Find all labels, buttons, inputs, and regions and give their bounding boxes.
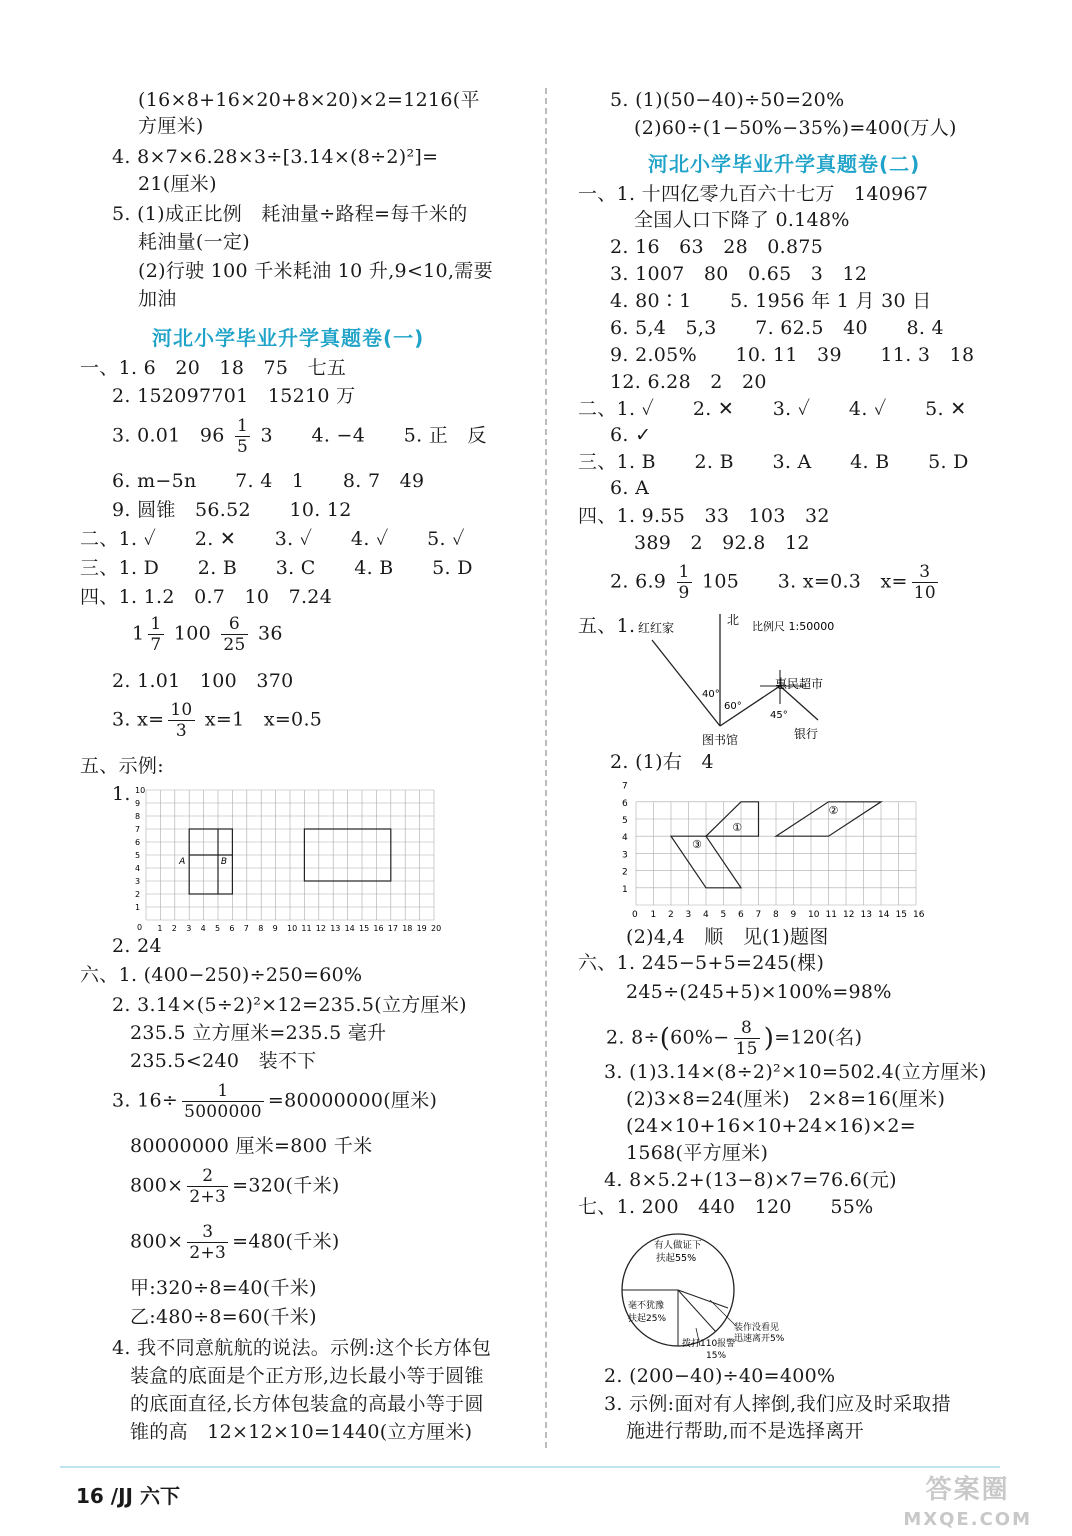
- origin-label: 0: [632, 910, 638, 920]
- answer-line: 3. 0.01 96 $\frac{1}{5}$ 3 4. −4 5. 正 反: [112, 416, 487, 457]
- angle-label: 60°: [724, 701, 742, 712]
- answer-line: 一、1. 十四亿零九百六十七万 140967: [578, 183, 929, 205]
- answer-line: 1 $\frac{1}{7}$ 100 $\frac{6}{25}$ 36: [132, 614, 283, 655]
- figure-label-1: ①: [732, 821, 743, 835]
- x-tick-label: 19: [416, 924, 427, 932]
- fraction: $\frac{2}{2+3}$: [189, 1166, 227, 1207]
- answer-line: 3. x= $\frac{10}{3}$ x=1 x=0.5: [112, 700, 323, 741]
- answer-line: 甲:320÷8=40(千米): [130, 1277, 317, 1299]
- answer-line: 5. (1)成正比例 耗油量÷路程=每千米的: [112, 203, 468, 225]
- answer-line: 3. (1)3.14×(8÷2)²×10=502.4(立方厘米): [604, 1061, 987, 1083]
- grid-figure-2: [620, 773, 925, 921]
- y-tick-label: 6: [622, 798, 628, 809]
- x-tick-label: 4: [200, 924, 206, 932]
- answer-line: 6. 5,4 5,3 7. 62.5 40 8. 4: [610, 317, 944, 339]
- x-tick-label: 4: [703, 910, 709, 920]
- column-divider: [545, 88, 547, 1448]
- x-tick-label: 7: [755, 910, 762, 920]
- scale-label: 比例尺 1:50000: [752, 620, 835, 633]
- library-label: 图书馆: [702, 733, 739, 747]
- y-tick-label: 4: [622, 833, 628, 844]
- x-tick-label: 7: [243, 924, 249, 932]
- x-tick-label: 14: [878, 910, 890, 920]
- answer-line: 1568(平方厘米): [626, 1142, 769, 1164]
- answer-line: 3. 示例:面对有人摔倒,我们应及时采取措: [604, 1393, 951, 1415]
- x-tick-label: 12: [315, 924, 326, 932]
- y-tick-label: 8: [135, 812, 141, 821]
- point-label-a: A: [179, 857, 186, 868]
- answer-line: 二、1. ✓ 2. ✕ 3. ✓ 4. ✓ 5. ✕: [578, 398, 967, 420]
- answer-line: 21(厘米): [138, 173, 217, 195]
- answer-line: 2. (200−40)÷40=400%: [604, 1365, 836, 1387]
- fraction: $\frac{3}{10}$: [913, 562, 936, 603]
- x-tick-label: 16: [913, 910, 925, 920]
- answer-line: 全国人口下降了 0.148%: [634, 209, 850, 231]
- answer-line: 五、示例:: [80, 755, 164, 777]
- answer-line: 装盒的底面是个正方形,边长最小等于圆锥: [130, 1365, 484, 1387]
- answer-line: 3. 16÷ $\frac{1}{5000000}$ =80000000(厘米): [112, 1081, 438, 1122]
- answer-line: 4. 8×5.2+(13−8)×7=76.6(元): [604, 1169, 897, 1191]
- y-tick-label: 1: [622, 884, 628, 895]
- y-tick-label: 2: [135, 890, 141, 899]
- answer-line: (2)60÷(1−50%−35%)=400(万人): [634, 117, 957, 139]
- x-tick-label: 11: [825, 910, 837, 920]
- x-tick-label: 8: [773, 910, 779, 920]
- y-tick-label: 5: [135, 851, 141, 860]
- section-title: 河北小学毕业升学真题卷(一): [152, 326, 425, 350]
- pie-label: 装作没看见: [734, 1323, 780, 1333]
- pie-label: 迅速离开5%: [734, 1334, 785, 1344]
- answer-line: 2. 1.01 100 370: [112, 670, 294, 692]
- x-tick-label: 5: [215, 924, 221, 932]
- answer-line: 2. 16 63 28 0.875: [610, 236, 824, 258]
- fraction: $\frac{8}{15}$: [735, 1018, 758, 1059]
- x-tick-label: 12: [843, 910, 855, 920]
- pie-chart: [620, 1228, 820, 1364]
- x-tick-label: 9: [790, 910, 797, 920]
- x-tick-label: 5: [720, 910, 727, 920]
- y-tick-label: 7: [622, 781, 628, 792]
- answer-line: 方厘米): [138, 115, 204, 137]
- x-tick-label: 2: [171, 924, 177, 932]
- x-tick-label: 9: [272, 924, 278, 932]
- answer-line: 七、1. 200 440 120 55%: [578, 1196, 874, 1218]
- y-tick-label: 5: [622, 816, 628, 826]
- answer-line: 2. 8÷(60%− $\frac{8}{15}$ )=120(名): [606, 1018, 863, 1059]
- answer-line: 4. 80∶1 5. 1956 年 1 月 30 日: [610, 290, 932, 312]
- answer-line: 一、1. 6 20 18 75 七五: [80, 357, 347, 379]
- x-tick-label: 20: [431, 924, 442, 932]
- y-tick-label: 6: [135, 838, 141, 847]
- answer-line: 2. 152097701 15210 万: [112, 385, 356, 407]
- answer-line: 六、1. (400−250)÷250=60%: [80, 964, 363, 986]
- footer-rule: [60, 1466, 1000, 1468]
- x-tick-label: 6: [738, 910, 744, 920]
- answer-line: 6. ✓: [610, 424, 652, 446]
- answer-line: 2. 24: [112, 935, 162, 957]
- watermark-logo: 答案圈 MXQE.COM: [903, 1475, 1032, 1530]
- answer-line: 乙:480÷8=60(千米): [130, 1306, 317, 1328]
- answer-line: 9. 2.05% 10. 11 39 11. 3 18: [610, 344, 975, 366]
- fraction: $\frac{1}{7}$: [150, 614, 162, 655]
- y-tick-label: 1: [135, 903, 141, 912]
- answer-line: 三、1. B 2. B 3. A 4. B 5. D: [578, 451, 969, 473]
- answer-line: 3. 1007 80 0.65 3 12: [610, 263, 868, 285]
- answer-line: 80000000 厘米=800 千米: [130, 1135, 373, 1157]
- section-title: 河北小学毕业升学真题卷(二): [648, 152, 921, 176]
- x-tick-label: 1: [650, 910, 657, 920]
- x-tick-label: 14: [344, 924, 355, 932]
- answer-line: 12. 6.28 2 20: [610, 371, 767, 393]
- answer-line: 389 2 92.8 12: [634, 532, 810, 554]
- answer-line: 4. 我不同意航航的说法。示例:这个长方体包: [112, 1337, 492, 1359]
- answer-line: 的底面直径,长方体包装盒的高最小等于圆: [130, 1393, 484, 1415]
- fraction: $\frac{10}{3}$: [170, 700, 193, 741]
- answer-line: 235.5 立方厘米=235.5 毫升: [130, 1022, 387, 1044]
- answer-line: 耗油量(一定): [138, 231, 250, 253]
- answer-line: 施进行帮助,而不是选择离开: [626, 1420, 864, 1442]
- x-tick-label: 15: [359, 924, 370, 932]
- x-tick-label: 2: [668, 910, 674, 920]
- answer-line: 800× $\frac{3}{2+3}$ =480(千米): [130, 1222, 340, 1263]
- bank-label: 银行: [794, 727, 819, 741]
- x-tick-label: 8: [258, 924, 264, 932]
- answer-line: 800× $\frac{2}{2+3}$ =320(千米): [130, 1166, 340, 1207]
- fraction: $\frac{1}{5}$: [237, 416, 249, 457]
- y-tick-label: 10: [135, 786, 146, 795]
- answer-line: 6. m−5n 7. 4 1 8. 7 49: [112, 470, 425, 492]
- x-tick-label: 3: [685, 910, 692, 920]
- answer-line: 1.: [112, 783, 131, 805]
- north-label: 北: [727, 613, 740, 627]
- fraction: $\frac{3}{2+3}$: [189, 1222, 227, 1263]
- x-tick-label: 1: [157, 924, 163, 932]
- hong-home-label: 红红家: [638, 621, 675, 635]
- answer-line: (16×8+16×20+8×20)×2=1216(平: [138, 89, 480, 111]
- x-tick-label: 13: [860, 910, 872, 920]
- market-label: 惠民超市: [775, 677, 824, 691]
- point-label-b: B: [220, 857, 228, 868]
- answer-line: (2)行驶 100 千米耗油 10 升,9<10,需要: [138, 260, 493, 282]
- answer-line: 锥的高 12×12×10=1440(立方厘米): [130, 1421, 473, 1443]
- x-tick-label: 3: [186, 924, 192, 932]
- answer-line: (2)4,4 顺 见(1)题图: [626, 926, 829, 948]
- pie-label: 扶起55%: [656, 1253, 697, 1264]
- x-tick-label: 11: [301, 924, 312, 932]
- page-footer: 16 /JJ 六下: [76, 1484, 180, 1508]
- x-tick-label: 10: [287, 924, 298, 932]
- pie-label: 15%: [706, 1351, 727, 1361]
- direction-map: [630, 608, 890, 748]
- answer-line: 9. 圆锥 56.52 10. 12: [112, 499, 352, 521]
- x-tick-label: 17: [387, 924, 398, 932]
- pie-label: 有人做证下: [654, 1240, 702, 1251]
- x-tick-label: 18: [402, 924, 413, 932]
- x-tick-label: 10: [808, 910, 820, 920]
- figure-label-2: ②: [828, 803, 839, 817]
- pie-label: 拨打110报警: [682, 1339, 736, 1349]
- y-tick-label: 9: [135, 799, 141, 808]
- y-tick-label: 2: [622, 867, 628, 878]
- x-tick-label: 13: [330, 924, 341, 932]
- answer-line: 四、1. 1.2 0.7 10 7.24: [80, 586, 333, 608]
- fraction: $\frac{1}{5000000}$: [184, 1081, 262, 1122]
- answer-line: 2. (1)右 4: [610, 751, 714, 773]
- answer-line: 235.5<240 装不下: [130, 1050, 317, 1072]
- answer-line: 二、1. ✓ 2. ✕ 3. ✓ 4. ✓ 5. ✓: [80, 528, 465, 550]
- y-tick-label: 3: [622, 850, 628, 861]
- figure-label-3: ③: [692, 838, 702, 852]
- answer-line: (24×10+16×10+24×16)×2=: [626, 1115, 917, 1137]
- answer-line: (2)3×8=24(厘米) 2×8=16(厘米): [626, 1088, 946, 1110]
- answer-line: 4. 8×7×6.28×3÷[3.14×(8÷2)²]=: [112, 146, 439, 168]
- answer-line: 六、1. 245−5+5=245(棵): [578, 952, 825, 974]
- angle-label: 45°: [770, 710, 788, 721]
- answer-line: 245÷(245+5)×100%=98%: [626, 981, 892, 1003]
- answer-line: 2. 3.14×(5÷2)²×12=235.5(立方厘米): [112, 994, 467, 1016]
- pie-label: 扶起25%: [628, 1314, 667, 1324]
- y-tick-label: 3: [135, 877, 141, 886]
- x-tick-label: 6: [229, 924, 235, 932]
- x-tick-label: 15: [895, 910, 907, 920]
- answer-line: 四、1. 9.55 33 103 32: [578, 505, 830, 527]
- y-tick-label: 4: [135, 864, 141, 873]
- fraction: $\frac{6}{25}$: [223, 614, 246, 655]
- angle-label: 40°: [702, 689, 720, 700]
- answer-line: 三、1. D 2. B 3. C 4. B 5. D: [80, 557, 473, 579]
- pie-label: 毫不犹豫: [628, 1301, 665, 1311]
- answer-line: 6. A: [610, 477, 650, 499]
- answer-line: 五、1.: [578, 615, 636, 637]
- answer-line: 2. 6.9 $\frac{1}{9}$ 105 3. x=0.3 x= $\frac{3}{10}$: [610, 562, 936, 603]
- origin-label: 0: [137, 923, 143, 932]
- answer-line: 加油: [138, 288, 177, 310]
- x-tick-label: 16: [373, 924, 384, 932]
- answer-line: 5. (1)(50−40)÷50=20%: [610, 89, 845, 111]
- grid-figure-1: [128, 782, 448, 932]
- y-tick-label: 7: [135, 825, 141, 834]
- fraction: $\frac{1}{9}$: [678, 562, 690, 603]
